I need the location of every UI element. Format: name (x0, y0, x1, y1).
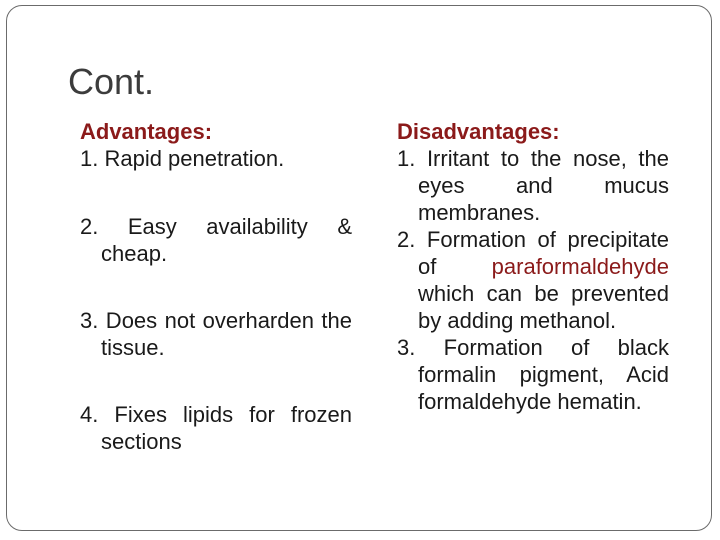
disadvantage-item-2-accent: paraformaldehyde (491, 254, 669, 279)
disadvantages-column (397, 118, 669, 415)
disadvantages-heading: Disadvantages: (397, 119, 560, 144)
advantages-heading: Advantages: (80, 119, 213, 144)
advantage-item-1: 1. Rapid penetration. (80, 146, 285, 171)
disadvantage-item-2 (397, 226, 669, 334)
advantage-item-2: 2. Easy availability & cheap. (80, 214, 352, 266)
disadvantage-item-3: 3. Formation of black formalin pigment, Acid formaldehyde hematin. (397, 335, 669, 414)
advantages-column (80, 118, 352, 455)
advantage-item-3: 3. Does not overharden the tissue. (80, 308, 352, 360)
advantage-item-4: 4. Fixes lipids for frozen sections (80, 402, 352, 454)
disadvantage-item-2-before: 2. Formation of precipitate of (397, 227, 669, 279)
slide-title: Cont. (68, 61, 155, 102)
disadvantage-item-2-after: which can be prevented by adding methanol. (418, 281, 669, 333)
disadvantage-item-1: 1. Irritant to the nose, the eyes and mucus membranes. (397, 146, 669, 225)
